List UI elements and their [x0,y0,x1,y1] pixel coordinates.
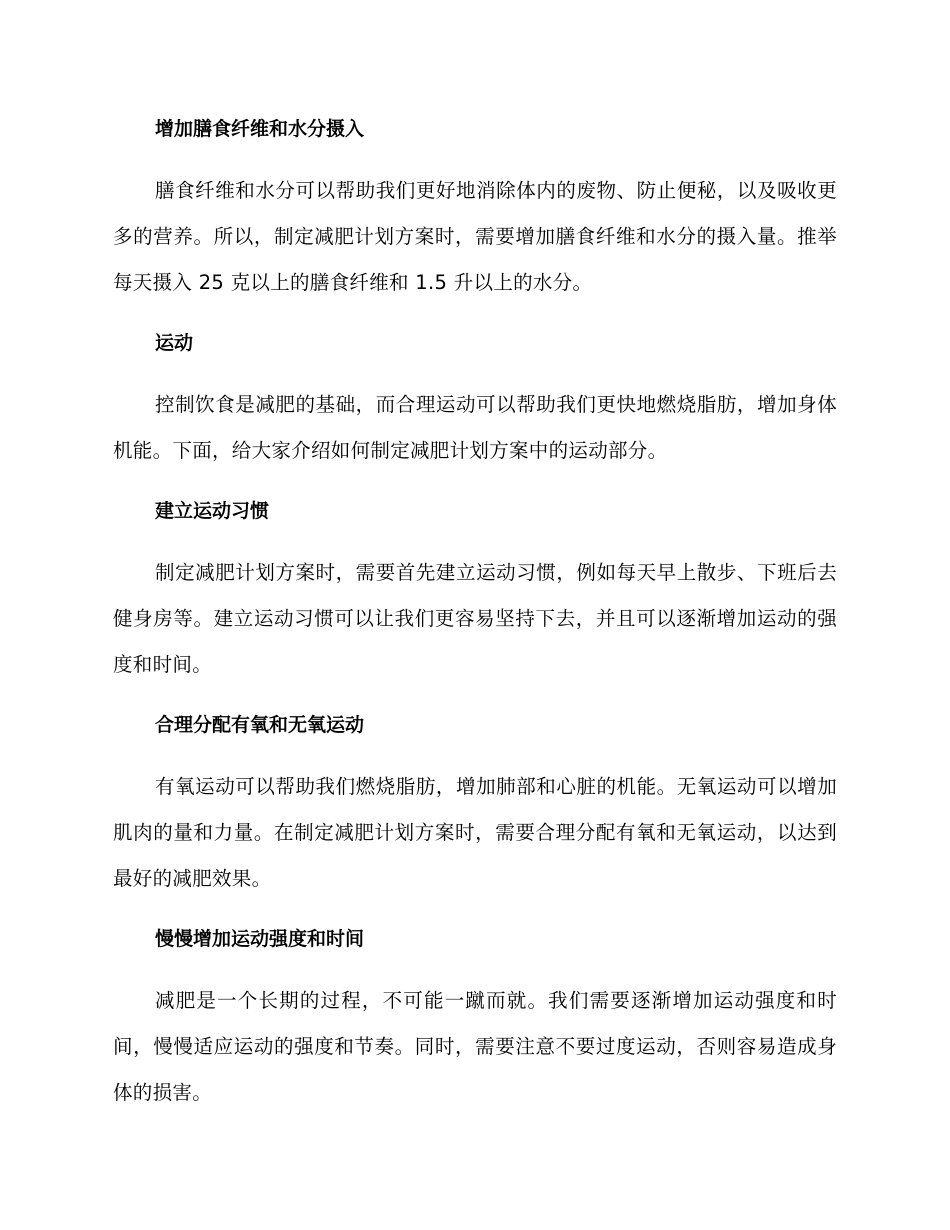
section-heading-exercise: 运动 [155,332,194,354]
section-heading-aerobic-anaerobic: 合理分配有氧和无氧运动 [155,714,365,736]
section-heading-gradual-increase: 慢慢增加运动强度和时间 [155,928,365,950]
section-paragraph-exercise: 控制饮食是减肥的基础，而合理运动可以帮助我们更快地燃烧脂肪，增加身体机能。下面，给大家介绍如何制定减肥计划方案中的运动部分。 [113,393,837,462]
section-paragraph-aerobic-anaerobic: 有氧运动可以帮助我们燃烧脂肪，增加肺部和心脏的机能。无氧运动可以增加肌肉的量和力量。在制定减肥计划方案时，需要合理分配有氧和无氧运动，以达到最好的减肥效果。 [113,775,837,890]
section-paragraph-gradual-increase: 减肥是一个长期的过程，不可能一蹴而就。我们需要逐渐增加运动强度和时间，慢慢适应运动的强度和节奏。同时，需要注意不要过度运动，否则容易造成身体的损害。 [113,989,837,1104]
section-paragraph-exercise-habit: 制定减肥计划方案时，需要首先建立运动习惯，例如每天早上散步、下班后去健身房等。建立运动习惯可以让我们更容易坚持下去，并且可以逐渐增加运动的强度和时间。 [113,561,837,676]
section-heading-exercise-habit: 建立运动习惯 [155,500,270,522]
section-heading-fiber-water: 增加膳食纤维和水分摄入 [155,118,365,140]
section-paragraph-fiber-water: 膳食纤维和水分可以帮助我们更好地消除体内的废物、防止便秘，以及吸收更多的营养。所以，制定减肥计划方案时，需要增加膳食纤维和水分的摄入量。推举每天摄入 25 克以上的膳食纤维和 1.5 升以上的水分。 [113,179,837,294]
document-body [113,112,837,1116]
